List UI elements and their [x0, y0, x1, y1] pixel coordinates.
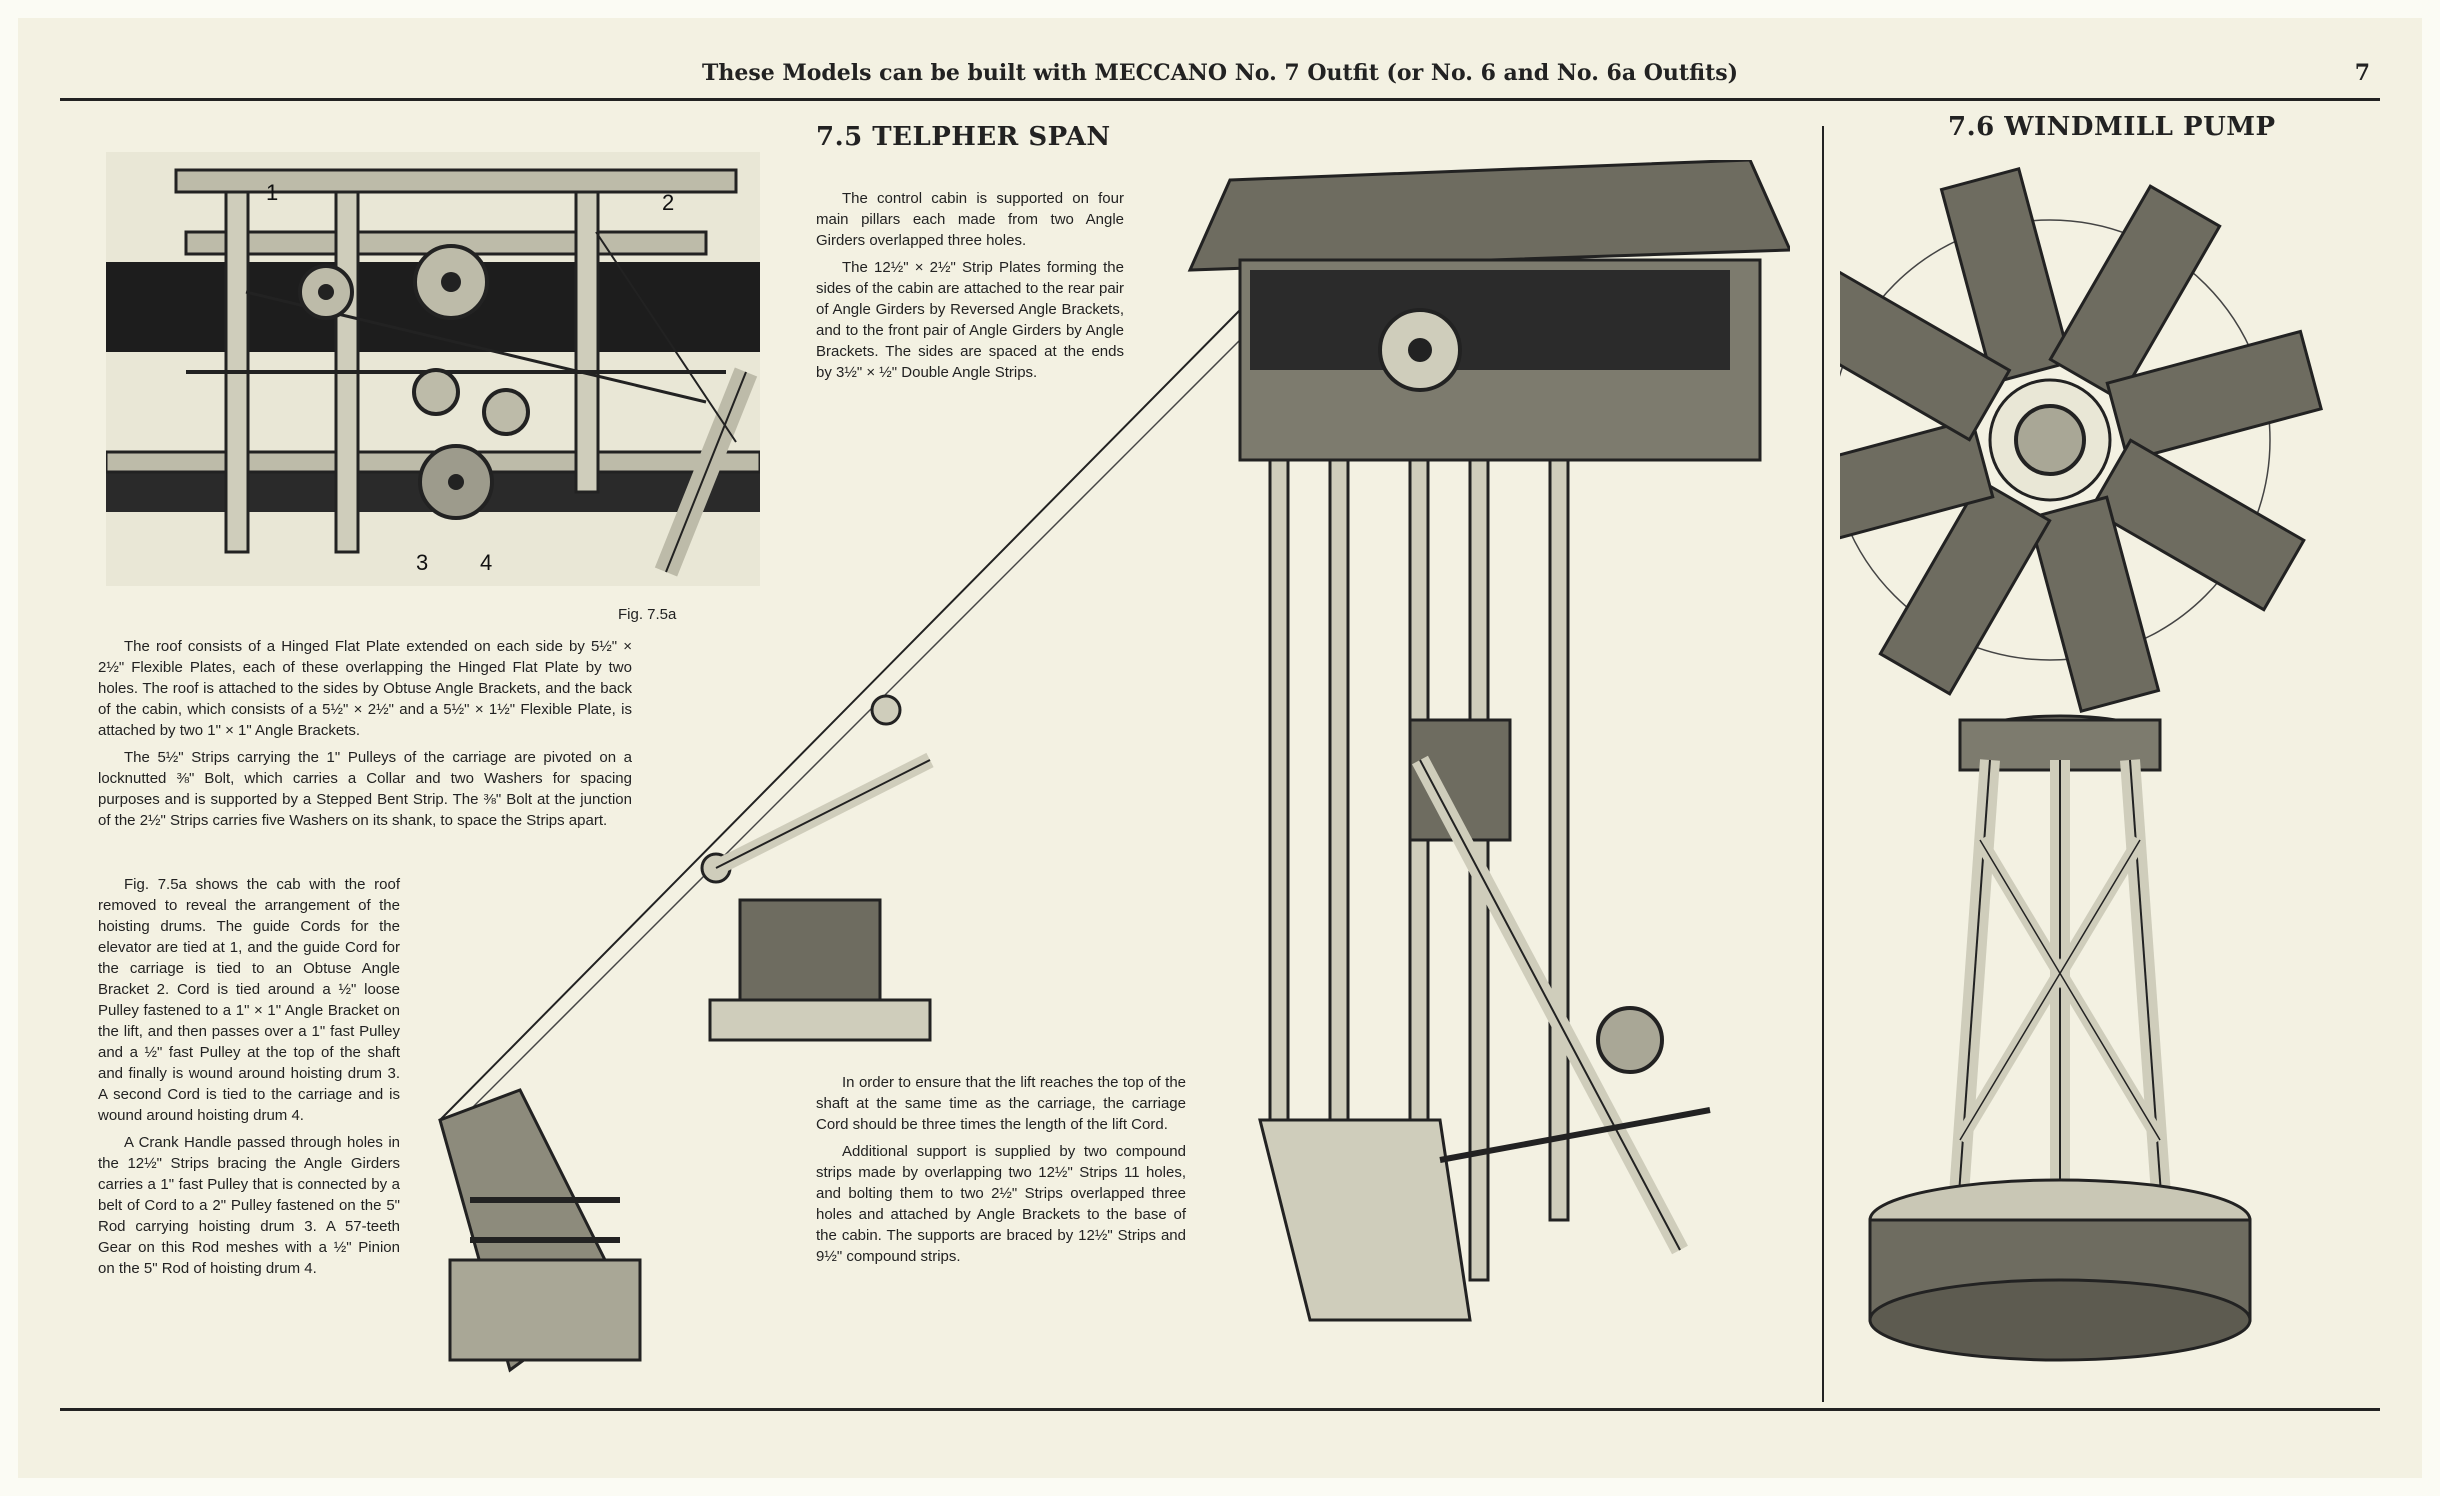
figure-caption: Fig. 7.5a — [618, 606, 677, 623]
text-block-hoisting-drums — [98, 874, 400, 1285]
callout-label: 4 — [480, 550, 493, 575]
paragraph: Fig. 7.5a shows the cab with the roof removed to reveal the arrangement of the hoisting drums. The guide Cords for the elevator are tied at 1, and the guide Cord for the carriage is tied to an Obtuse Angle Bracket 2. Cord is tied around a ½" loose Pulley fastened to a 1" × 1" Angle Bracket on the lift, and then passes over a 1" fast Pulley and a ½" fast Pulley at the top of the shaft and finally is wound around hoisting drum 3. A second Cord is tied to the carriage and is wound around hoisting drum 4. — [98, 876, 400, 1124]
paragraph: In order to ensure that the lift reaches the top of the shaft at the same time as the carriage, the carriage Cord should be three times the length of the lift Cord. — [816, 1074, 1186, 1133]
footer-rule — [60, 1408, 2380, 1411]
paragraph: The 5½" Strips carrying the 1" Pulleys of the carriage are pivoted on a locknutted ⅜" Bolt, which carries a Collar and two Washers for spacing purposes and is supported by a Stepped Bent Strip. The ⅜" Bolt at the junction of the 2½" Strips carries five Washers on its shank, to space the Strips apart. — [98, 749, 632, 829]
page-header-title: These Models can be built with MECCANO No. 7 Outfit (or No. 6 and No. 6a Outfits) — [701, 60, 1739, 86]
section-title-telpher-span: 7.5 TELPHER SPAN — [816, 122, 1111, 152]
paragraph: The 12½" × 2½" Strip Plates forming the sides of the cabin are attached to the rear pair of Angle Girders by Reversed Angle Brackets, and to the front pair of Angle Girders by Angle Brackets. The sides are spaced at the ends by 3½" × ½" Double Angle Strips. — [816, 259, 1124, 381]
callout-label: 3 — [416, 550, 429, 575]
header-rule — [60, 98, 2380, 101]
section-title-windmill-pump: 7.6 WINDMILL PUMP — [1948, 112, 2276, 142]
page-number: 7 — [2354, 60, 2370, 86]
page-header — [60, 58, 2380, 94]
column-divider — [1822, 126, 1824, 1402]
paragraph: Additional support is supplied by two compound strips made by overlapping two 12½" Strips 11 holes, and bolting them to two 2½" Strips overlapped three holes and attached by Angle Brackets to the base of the cabin. The supports are braced by 12½" Strips and 9½" compound strips. — [816, 1143, 1186, 1265]
paragraph: The control cabin is supported on four main pillars each made from two Angle Girders overlapped three holes. — [816, 190, 1124, 249]
callout-label: 1 — [266, 180, 279, 205]
windmill-pump-model-illustration — [1840, 140, 2400, 1400]
callout-label: 2 — [662, 190, 675, 215]
telpher-span-model-illustration — [410, 160, 1790, 1400]
paragraph: A Crank Handle passed through holes in the 12½" Strips bracing the Angle Girders carries a 1" fast Pulley that is connected by a belt of Cord to a 2" Pulley fastened on the 5" Rod carrying hoisting drum 3. A 57-teeth Gear on this Rod meshes with a ½" Pinion on the 5" Rod of hoisting drum 4. — [98, 1134, 400, 1277]
paragraph: The roof consists of a Hinged Flat Plate extended on each side by 5½" × 2½" Flexible Plates, each of these overlapping the Hinged Flat Plate by two holes. The roof is attached to the sides by Obtuse Angle Brackets, and the back of the cabin, which consists of a 5½" × 2½" and a 5½" × 1½" Flexible Plate, is attached by two 1" × 1" Angle Brackets. — [98, 638, 632, 739]
